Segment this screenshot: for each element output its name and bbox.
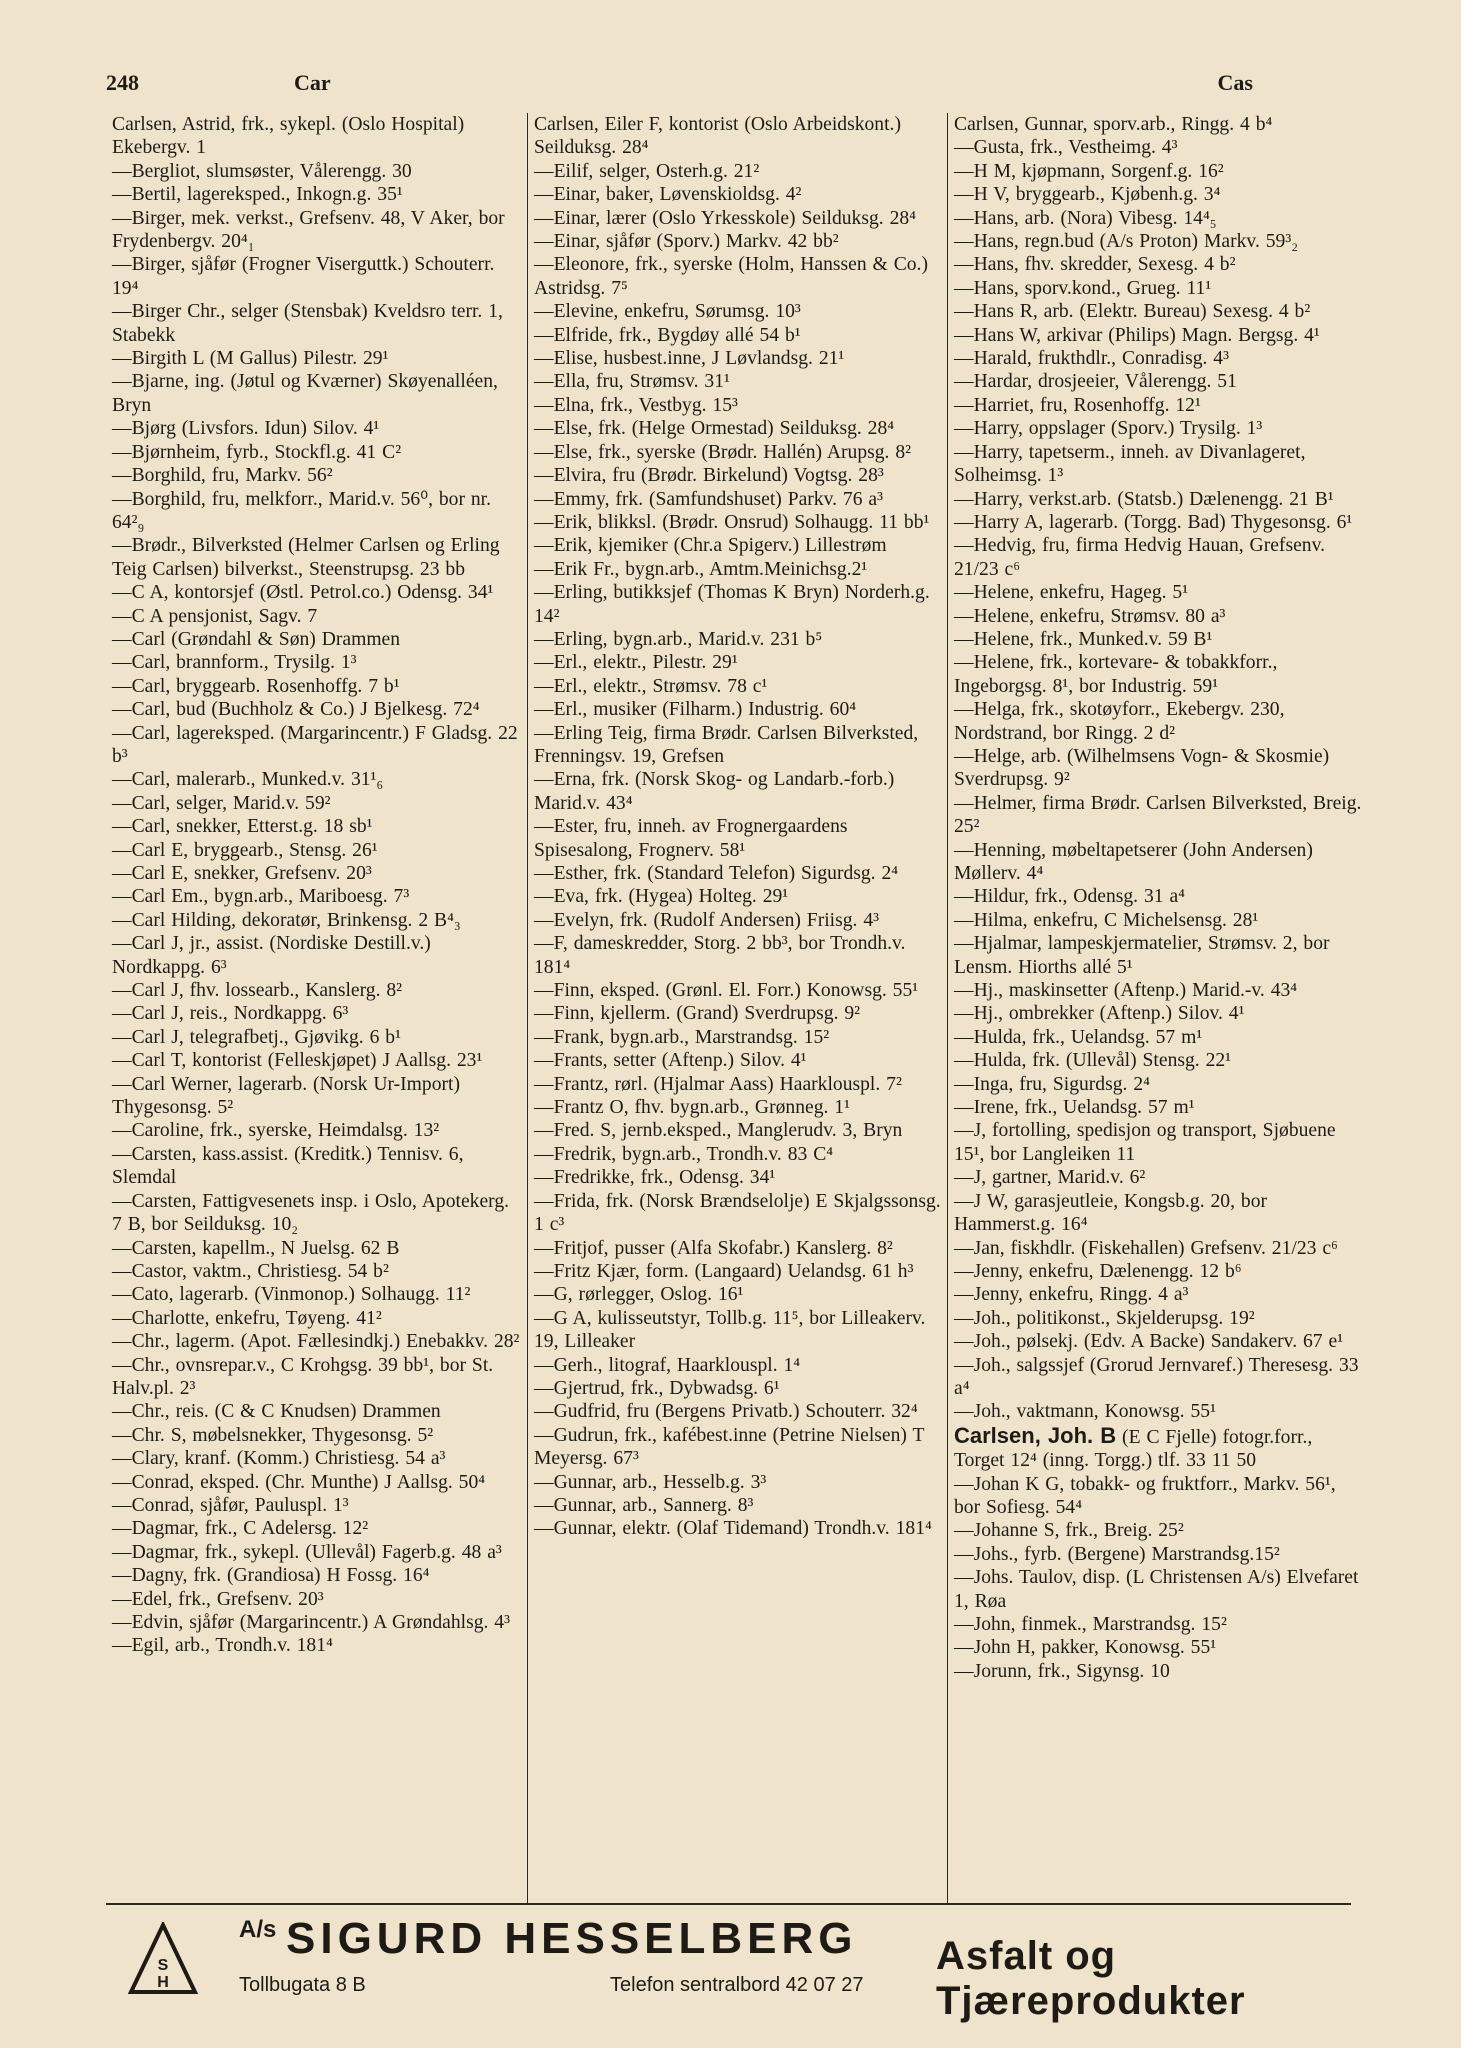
directory-entry: —H M, kjøpmann, Sorgenf.g. 16² bbox=[954, 160, 1224, 182]
advertisement bbox=[106, 1912, 1370, 2023]
svg-text:S: S bbox=[157, 1957, 169, 1974]
directory-entry: —Harry A, lagerarb. (Torgg. Bad) Thygesonsg. 6¹ bbox=[954, 511, 1353, 533]
directory-entry: —Charlotte, enkefru, Tøyeng. 41² bbox=[112, 1307, 382, 1329]
directory-entry: —Carl (Grøndahl & Søn) Drammen bbox=[112, 628, 401, 650]
directory-entry: —Hulda, frk., Uelandsg. 57 m¹ bbox=[954, 1026, 1203, 1048]
directory-entry: —Erl., elektr., Strømsv. 78 c¹ bbox=[534, 675, 768, 697]
directory-entry: —Hildur, frk., Odensg. 31 a⁴ bbox=[954, 886, 1185, 908]
directory-entry: —Birger, mek. verkst., Grefsenv. 48, V Aker, bor Frydenbergv. 20⁴₁ bbox=[112, 207, 505, 253]
directory-entry: —Brødr., Bilverksted (Helmer Carlsen og Erling Teig Carlsen) bilverkst., Steenstrupsg. 23 bb bbox=[112, 535, 500, 580]
directory-entry: —Ella, fru, Strømsv. 31¹ bbox=[534, 371, 730, 393]
directory-entry: —Clary, kranf. (Komm.) Christiesg. 54 a³ bbox=[112, 1448, 446, 1470]
directory-entry: —Gjertrud, frk., Dybwadsg. 6¹ bbox=[534, 1377, 780, 1399]
directory-entry: —Conrad, eksped. (Chr. Munthe) J Aallsg. 50⁴ bbox=[112, 1471, 486, 1493]
directory-entry: —Inga, fru, Sigurdsg. 2⁴ bbox=[954, 1073, 1150, 1095]
directory-entry: —Frank, bygn.arb., Marstrandsg. 15² bbox=[534, 1026, 830, 1048]
directory-entry: —Harriet, fru, Rosenhoffg. 12¹ bbox=[954, 394, 1201, 416]
directory-entry: —Carl Werner, lagerarb. (Norsk Ur-Import) Thygesonsg. 5² bbox=[112, 1073, 460, 1119]
directory-entry: —Carsten, kapellm., N Juelsg. 62 B bbox=[112, 1237, 400, 1259]
running-head-left: Car bbox=[294, 70, 331, 95]
directory-entry: —Birger, sjåfør (Frogner Viserguttk.) Schouterr. 19⁴ bbox=[112, 254, 495, 299]
directory-entry: —Hans W, arkivar (Philips) Magn. Bergsg. 4¹ bbox=[954, 324, 1320, 346]
directory-entry: Carlsen, Astrid, frk., sykepl. (Oslo Hospital) Ekebergv. 1 bbox=[112, 114, 465, 159]
directory-entry: —Hardar, drosjeeier, Vålerengg. 51 bbox=[954, 371, 1237, 393]
directory-entry: —Helga, frk., skotøyforr., Ekebergv. 230, Nordstrand, bor Ringg. 2 d² bbox=[954, 699, 1285, 744]
directory-entry: —Else, frk. (Helge Ormestad) Seilduksg. 28⁴ bbox=[534, 418, 895, 440]
directory-entry: —Irene, frk., Uelandsg. 57 m¹ bbox=[954, 1097, 1195, 1119]
directory-entry: —Erling, butikksjef (Thomas K Bryn) Norderh.g. 14² bbox=[534, 582, 930, 627]
directory-entry: —Einar, lærer (Oslo Yrkesskole) Seilduksg. 28⁴ bbox=[534, 207, 916, 229]
directory-entry: —Erl., elektr., Pilestr. 29¹ bbox=[534, 652, 738, 674]
directory-entry: —Harald, frukthdlr., Conradisg. 4³ bbox=[954, 348, 1229, 370]
directory-entry: —Helene, frk., kortevare- & tobakkforr., Ingeborgsg. 8¹, bor Industrig. 59¹ bbox=[954, 652, 1278, 697]
directory-entry: —John H, pakker, Konowsg. 55¹ bbox=[954, 1637, 1217, 1659]
directory-entry: —Hj., ombrekker (Aftenp.) Silov. 4¹ bbox=[954, 1003, 1245, 1025]
directory-entry: —Erling Teig, firma Brødr. Carlsen Bilverksted, Frenningsv. 19, Grefsen bbox=[534, 722, 919, 767]
directory-entry: —Frida, frk. (Norsk Brændselolje) E Skjalgssonsg. 1 c³ bbox=[534, 1190, 941, 1236]
directory-entry: —Helmer, firma Brødr. Carlsen Bilverksted, Breig. 25² bbox=[954, 792, 1362, 838]
directory-entry: —Carl T, kontorist (Felleskjøpet) J Aallsg. 23¹ bbox=[112, 1050, 483, 1072]
directory-entry: —Carl E, bryggearb., Stensg. 26¹ bbox=[112, 839, 378, 861]
directory-entry: —Elevine, enkefru, Sørumsg. 10³ bbox=[534, 301, 801, 323]
directory-entry: —Carl J, telegrafbetj., Gjøvikg. 6 b¹ bbox=[112, 1026, 401, 1048]
directory-entry: —Caroline, frk., syerske, Heimdalsg. 13² bbox=[112, 1120, 440, 1142]
ad-company-prefix: A/s bbox=[239, 1916, 277, 1943]
directory-entry: —Erl., musiker (Filharm.) Industrig. 60⁴ bbox=[534, 699, 857, 721]
directory-entry: —Conrad, sjåfør, Pauluspl. 1³ bbox=[112, 1494, 349, 1516]
directory-entry: —Else, frk., syerske (Brødr. Hallén) Arupsg. 8² bbox=[534, 441, 912, 463]
directory-entry: —Eva, frk. (Hygea) Holteg. 29¹ bbox=[534, 886, 789, 908]
directory-entry: —Hans, sporv.kond., Grueg. 11¹ bbox=[954, 277, 1212, 299]
directory-entry: —Carl, malerarb., Munked.v. 31¹₆ bbox=[112, 769, 384, 791]
directory-entry: —Joh., vaktmann, Konowsg. 55¹ bbox=[954, 1401, 1216, 1423]
directory-entry: —Carl, bud (Buchholz & Co.) J Bjelkesg. 72⁴ bbox=[112, 699, 480, 721]
directory-entry: —Henning, møbeltapetserer (John Andersen) Møllerv. 4⁴ bbox=[954, 839, 1313, 884]
page-header bbox=[106, 70, 1351, 102]
directory-entry: —J W, garasjeutleie, Kongsb.g. 20, bor Hammerst.g. 16⁴ bbox=[954, 1190, 1268, 1236]
directory-entry: —Elfride, frk., Bygdøy allé 54 b¹ bbox=[534, 324, 801, 346]
directory-entry: —Hulda, frk. (Ullevål) Stensg. 22¹ bbox=[954, 1050, 1232, 1072]
directory-entry: —Frants, setter (Aftenp.) Silov. 4¹ bbox=[534, 1050, 807, 1072]
directory-entry: —Egil, arb., Trondh.v. 181⁴ bbox=[112, 1635, 333, 1657]
directory-entry: —Gudrun, frk., kafébest.inne (Petrine Nielsen) T Meyersg. 67³ bbox=[534, 1424, 925, 1470]
directory-entry: —John, finmek., Marstrandsg. 15² bbox=[954, 1614, 1227, 1635]
directory-entry: —Bjarne, ing. (Jøtul og Kværner) Skøyenalléen, Bryn bbox=[112, 371, 498, 416]
directory-entry: —Dagmar, frk., C Adelersg. 12² bbox=[112, 1518, 369, 1540]
directory-entry: —Edvin, sjåfør (Margarincentr.) A Grøndahlsg. 4³ bbox=[112, 1612, 510, 1633]
directory-entry: —Castor, vaktm., Christiesg. 54 b² bbox=[112, 1260, 389, 1282]
directory-entry: —Elna, frk., Vestbyg. 15³ bbox=[534, 394, 738, 416]
directory-entry: —Chr., lagerm. (Apot. Fællesindkj.) Enebakkv. 28² bbox=[112, 1331, 520, 1353]
directory-entry: —Carsten, Fattigvesenets insp. i Oslo, Apotekerg. 7 B, bor Seilduksg. 10₂ bbox=[112, 1190, 510, 1236]
directory-entry: —Einar, sjåfør (Sporv.) Markv. 42 bb² bbox=[534, 231, 839, 253]
directory-entry: —J, gartner, Marid.v. 6² bbox=[954, 1167, 1146, 1189]
directory-entry: —Harry, verkst.arb. (Statsb.) Dælenengg. 21 B¹ bbox=[954, 488, 1334, 510]
directory-entry: —G A, kulisseutstyr, Tollb.g. 11⁵, bor Lilleakerv. 19, Lilleaker bbox=[534, 1307, 926, 1353]
directory-entry: —Bergliot, slumsøster, Vålerengg. 30 bbox=[112, 160, 412, 182]
directory-entry: —Elise, husbest.inne, J Løvlandsg. 21¹ bbox=[534, 348, 845, 370]
directory-entry: —Fredrik, bygn.arb., Trondh.v. 83 C⁴ bbox=[534, 1143, 834, 1165]
directory-entry: —Edel, frk., Grefsenv. 20³ bbox=[112, 1588, 324, 1610]
directory-entry: Carlsen, Gunnar, sporv.arb., Ringg. 4 b⁴ bbox=[954, 114, 1273, 135]
directory-entry: —Frantz O, fhv. bygn.arb., Grønneg. 1¹ bbox=[534, 1097, 850, 1119]
directory-entry: —Eilif, selger, Osterh.g. 21² bbox=[534, 160, 760, 182]
directory-entry: —Helene, enkefru, Strømsv. 80 a³ bbox=[954, 605, 1226, 627]
directory-entry: —Jan, fiskhdlr. (Fiskehallen) Grefsenv. 21/23 c⁶ bbox=[954, 1237, 1338, 1259]
directory-entry: —Erna, frk. (Norsk Skog- og Landarb.-forb.) Marid.v. 43⁴ bbox=[534, 769, 895, 814]
directory-entry: —Hans, arb. (Nora) Vibesg. 14⁴₅ bbox=[954, 207, 1217, 229]
directory-entry: —C A pensjonist, Sagv. 7 bbox=[112, 605, 318, 627]
directory-entry: —Harry, oppslager (Sporv.) Trysilg. 1³ bbox=[954, 418, 1263, 440]
column-left bbox=[106, 113, 527, 1903]
directory-entry: —Cato, lagerarb. (Vinmonop.) Solhaugg. 11² bbox=[112, 1284, 471, 1306]
directory-entry: —Bertil, lagereksped., Inkogn.g. 35¹ bbox=[112, 184, 403, 206]
directory-entry: —Erik, kjemiker (Chr.a Spigerv.) Lillestrøm bbox=[534, 535, 887, 557]
directory-entry: —Jenny, enkefru, Dælenengg. 12 b⁶ bbox=[954, 1260, 1242, 1282]
directory-entry: —J, fortolling, spedisjon og transport, Sjøbuene 15¹, bor Langleiken 11 bbox=[954, 1120, 1336, 1165]
directory-entry: —Elvira, fru (Brødr. Birkelund) Vogtsg. 28³ bbox=[534, 465, 884, 487]
directory-entry: —Dagmar, frk., sykepl. (Ullevål) Fagerb.g. 48 a³ bbox=[112, 1541, 502, 1563]
directory-entry: —Bjørnheim, fyrb., Stockfl.g. 41 C² bbox=[112, 441, 402, 463]
directory-entry: —Borghild, fru, Markv. 56² bbox=[112, 465, 333, 487]
triangle-logo-icon bbox=[128, 1922, 198, 1996]
directory-entry: —Birgith L (M Gallus) Pilestr. 29¹ bbox=[112, 348, 389, 370]
directory-entry: Carlsen, Eiler F, kontorist (Oslo Arbeidskont.) Seilduksg. 28⁴ bbox=[534, 114, 901, 159]
directory-entry: —Harry, tapetserm., inneh. av Divanlageret, Solheimsg. 1³ bbox=[954, 441, 1306, 487]
directory-entry: —Chr., ovnsrepar.v., C Krohgsg. 39 bb¹, bor St. Halv.pl. 2³ bbox=[112, 1354, 494, 1399]
ad-slogan: Asfalt og Tjæreprodukter bbox=[936, 1934, 1246, 2023]
directory-entry: —Helene, enkefru, Hageg. 5¹ bbox=[954, 582, 1189, 604]
directory-entry: Carlsen, Joh. B (E C Fjelle) fotogr.forr., Torget 12⁴ (inng. Torgg.) tlf. 33 11 50 bbox=[954, 1422, 1313, 1472]
directory-entry: —Fred. S, jernb.eksped., Manglerudv. 3, Bryn bbox=[534, 1120, 903, 1142]
directory-entry: —Carsten, kass.assist. (Kreditk.) Tennisv. 6, Slemdal bbox=[112, 1143, 464, 1189]
ad-company-name: SIGURD HESSELBERG bbox=[286, 1914, 858, 1963]
directory-entry: —Borghild, fru, melkforr., Marid.v. 56⁰, bor nr. 64²₉ bbox=[112, 488, 492, 533]
directory-entry: —Hjalmar, lampeskjermatelier, Strømsv. 2, bor Lensm. Hiorths allé 5¹ bbox=[954, 933, 1330, 978]
directory-entry: —G, rørlegger, Oslog. 16¹ bbox=[534, 1284, 744, 1306]
directory-entry: —Carl J, jr., assist. (Nordiske Destill.v.) Nordkappg. 6³ bbox=[112, 933, 431, 978]
directory-entry: —Fritjof, pusser (Alfa Skofabr.) Kanslerg. 8² bbox=[534, 1237, 893, 1259]
directory-entry: —Gerh., litograf, Haarklouspl. 1⁴ bbox=[534, 1354, 801, 1376]
directory-entry: —Hj., maskinsetter (Aftenp.) Marid.-v. 43⁴ bbox=[954, 980, 1298, 1002]
directory-entry: —Dagny, frk. (Grandiosa) H Fossg. 16⁴ bbox=[112, 1565, 430, 1587]
directory-entry: —Gudfrid, fru (Bergens Privatb.) Schouterr. 32⁴ bbox=[534, 1401, 918, 1423]
directory-entry: —F, dameskredder, Storg. 2 bb³, bor Trondh.v. 181⁴ bbox=[534, 933, 906, 978]
directory-entry: —Carl Hilding, dekoratør, Brinkensg. 2 B⁴₃ bbox=[112, 909, 461, 931]
column-middle bbox=[527, 113, 948, 1903]
directory-entry: —Birger Chr., selger (Stensbak) Kveldsro terr. 1, Stabekk bbox=[112, 301, 503, 346]
directory-entry: —Erik, blikksl. (Brødr. Onsrud) Solhaugg. 11 bb¹ bbox=[534, 511, 930, 533]
running-head-right: Cas bbox=[1217, 70, 1253, 95]
directory-entry: —Johanne S, frk., Breig. 25² bbox=[954, 1520, 1184, 1542]
svg-text:H: H bbox=[157, 1974, 169, 1991]
directory-entry: —Bjørg (Livsfors. Idun) Silov. 4¹ bbox=[112, 418, 380, 440]
ad-address: Tollbugata 8 B bbox=[239, 1974, 366, 1996]
directory-entry: —Fredrikke, frk., Odensg. 34¹ bbox=[534, 1167, 776, 1189]
directory-entry: —Hans R, arb. (Elektr. Bureau) Sexesg. 4 b² bbox=[954, 301, 1311, 323]
directory-entry: —Chr. S, møbelsnekker, Thygesonsg. 5² bbox=[112, 1424, 434, 1446]
directory-entry: —Evelyn, frk. (Rudolf Andersen) Friisg. 4³ bbox=[534, 909, 880, 931]
directory-entry: —Finn, kjellerm. (Grand) Sverdrupsg. 9² bbox=[534, 1003, 861, 1025]
directory-entry: —Carl Em., bygn.arb., Mariboesg. 7³ bbox=[112, 886, 410, 908]
directory-entry: —Hans, fhv. skredder, Sexesg. 4 b² bbox=[954, 254, 1236, 276]
directory-entry: —Gunnar, elektr. (Olaf Tidemand) Trondh.v. 181⁴ bbox=[534, 1518, 932, 1540]
directory-entry: —Eleonore, frk., syerske (Holm, Hanssen & Co.) Astridsg. 7⁵ bbox=[534, 254, 928, 299]
directory-entry: —Johs., fyrb. (Bergene) Marstrandsg.15² bbox=[954, 1543, 1280, 1565]
directory-entry: —Carl, brannform., Trysilg. 1³ bbox=[112, 652, 357, 674]
directory-entry: —Gunnar, arb., Sannerg. 8³ bbox=[534, 1494, 754, 1516]
directory-entry: —Hilma, enkefru, C Michelsensg. 28¹ bbox=[954, 909, 1259, 931]
directory-entry: —Fritz Kjær, form. (Langaard) Uelandsg. 61 h³ bbox=[534, 1260, 914, 1282]
directory-entry: —Jenny, enkefru, Ringg. 4 a³ bbox=[954, 1284, 1189, 1306]
directory-entry: —Carl J, reis., Nordkappg. 6³ bbox=[112, 1003, 349, 1025]
directory-entry: —H V, bryggearb., Kjøbenh.g. 3⁴ bbox=[954, 184, 1221, 206]
directory-entry: —Johan K G, tobakk- og fruktforr., Markv. 56¹, bor Sofiesg. 54⁴ bbox=[954, 1473, 1336, 1518]
directory-entry: —Jorunn, frk., Sigynsg. 10 bbox=[954, 1660, 1170, 1682]
directory-entry: —Finn, eksped. (Grønl. El. Forr.) Konowsg. 55¹ bbox=[534, 980, 919, 1002]
directory-entry: —Carl E, snekker, Grefsenv. 20³ bbox=[112, 863, 372, 884]
directory-entry: —Helge, arb. (Wilhelmsens Vogn- & Skosmie) Sverdrupsg. 9² bbox=[954, 745, 1330, 791]
directory-entry: —Carl, selger, Marid.v. 59² bbox=[112, 792, 331, 814]
divider-rule bbox=[106, 1903, 1351, 1905]
directory-entry: —Erik Fr., bygn.arb., Amtm.Meinichsg.2¹ bbox=[534, 558, 868, 580]
directory-entry: —Carl J, fhv. lossearb., Kanslerg. 8² bbox=[112, 980, 403, 1002]
page-number: 248 bbox=[106, 70, 139, 95]
directory-entry: —Frantz, rørl. (Hjalmar Aass) Haarklouspl. 7² bbox=[534, 1073, 902, 1095]
directory-entry: —Gunnar, arb., Hesselb.g. 3³ bbox=[534, 1471, 767, 1493]
column-right bbox=[948, 113, 1369, 1903]
directory-entry: —Hedvig, fru, firma Hedvig Hauan, Grefsenv. 21/23 c⁶ bbox=[954, 535, 1325, 580]
directory-entry: —Joh., salgssjef (Grorud Jernvaref.) Theresesg. 33 a⁴ bbox=[954, 1354, 1359, 1399]
directory-entry: —Emmy, frk. (Samfundshuset) Parkv. 76 a³ bbox=[534, 488, 883, 510]
directory-entry: —Hans, regn.bud (A/s Proton) Markv. 59³₂ bbox=[954, 231, 1299, 253]
directory-entry: —C A, kontorsjef (Østl. Petrol.co.) Odensg. 34¹ bbox=[112, 582, 494, 604]
directory-entry: —Carl, bryggearb. Rosenhoffg. 7 b¹ bbox=[112, 675, 400, 697]
directory-entry: —Esther, frk. (Standard Telefon) Sigurdsg. 2⁴ bbox=[534, 863, 899, 884]
directory-entry: —Helene, frk., Munked.v. 59 B¹ bbox=[954, 628, 1213, 650]
directory-entry: —Erling, bygn.arb., Marid.v. 231 b⁵ bbox=[534, 628, 823, 650]
directory-entry: —Ester, fru, inneh. av Frognergaardens Spisesalong, Frognerv. 58¹ bbox=[534, 816, 848, 861]
directory-entry: —Chr., reis. (C & C Knudsen) Drammen bbox=[112, 1401, 441, 1423]
directory-columns bbox=[106, 113, 1370, 1903]
directory-entry: —Joh., politikonst., Skjelderupsg. 19² bbox=[954, 1307, 1255, 1329]
directory-entry: —Johs. Taulov, disp. (L Christensen A/s) Elvefaret 1, Røa bbox=[954, 1567, 1359, 1612]
directory-entry: —Joh., pølsekj. (Edv. A Backe) Sandakerv. 67 e¹ bbox=[954, 1331, 1344, 1353]
directory-entry: —Gusta, frk., Vestheimg. 4³ bbox=[954, 137, 1178, 159]
directory-entry: —Carl, lagereksped. (Margarincentr.) F Gladsg. 22 b³ bbox=[112, 722, 518, 767]
directory-entry: —Carl, snekker, Etterst.g. 18 sb¹ bbox=[112, 816, 373, 838]
directory-entry: —Einar, baker, Løvenskioldsg. 4² bbox=[534, 184, 802, 206]
ad-phone: Telefon sentralbord 42 07 27 bbox=[610, 1974, 864, 1996]
